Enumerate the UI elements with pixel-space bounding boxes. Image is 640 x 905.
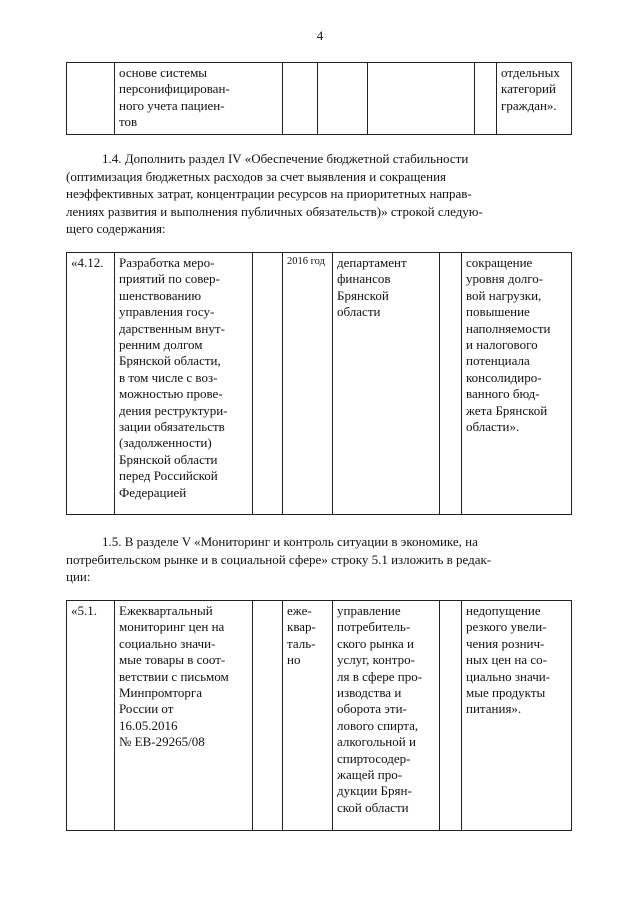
cell-result: недопущение резкого увели- чения рознич- ных цен на со- циально значи- мые продукты питания». bbox=[462, 601, 572, 831]
cell-term: 2016 год bbox=[283, 253, 333, 515]
cell-empty bbox=[440, 253, 462, 515]
paragraph-line: потребительском рынке и в социальной сфере» строку 5.1 изложить в редак- bbox=[66, 551, 492, 567]
paragraph-1-5 bbox=[66, 533, 571, 586]
cell-measure: основе системы персонифицирован- ного учета пациен- тов bbox=[115, 63, 283, 135]
cell-empty bbox=[475, 63, 497, 135]
cell-number bbox=[67, 63, 115, 135]
paragraph-line: (оптимизация бюджетных расходов за счет выявления и сокращения bbox=[66, 168, 447, 184]
paragraph-line: 1.5. В разделе V «Мониторинг и контроль ситуации в экономике, на bbox=[102, 534, 478, 549]
cell-empty bbox=[253, 253, 283, 515]
paragraph-line: 1.4. Дополнить раздел IV «Обеспечение бюджетной стабильности bbox=[102, 151, 469, 166]
table-row bbox=[67, 63, 572, 135]
cell-empty bbox=[253, 601, 283, 831]
cell-measure: Ежеквартальный мониторинг цен на социально значи- мые товары в соот- ветствии с письмом Минпромторга России от 16.05.2016 № ЕВ-29265/08 bbox=[115, 601, 253, 831]
cell-empty bbox=[283, 63, 318, 135]
paragraph-line: лениях развития и выполнения публичных обязательств)» строкой следую- bbox=[66, 203, 483, 219]
paragraph-1-4 bbox=[66, 150, 571, 238]
cell-number: «4.12. bbox=[67, 253, 115, 515]
table-row-4-12 bbox=[66, 252, 572, 515]
paragraph-line: ции: bbox=[66, 569, 91, 585]
table-row-5-1 bbox=[66, 600, 572, 831]
cell-empty bbox=[440, 601, 462, 831]
paragraph-line: щего содержания: bbox=[66, 221, 166, 237]
cell-measure: Разработка меро- приятий по совер- шенствованию управления госу- дарственным внут- ренним долгом Брянской области, в том числе с воз- можностью прове- дения реструктури- зации обязательств (задолженности) Брянской области перед Российской Федерацией bbox=[115, 253, 253, 515]
cell-executor: управление потребитель- ского рынка и услуг, контро- ля в сфере про- изводства и оборота эти- лового спирта, алкогольной и спиртосодер- жащей про- дукции Брян- ской области bbox=[333, 601, 440, 831]
table-row bbox=[67, 601, 572, 831]
paragraph-line: неэффективных затрат, концентрации ресурсов на приоритетных направ- bbox=[66, 186, 472, 202]
table-row bbox=[67, 253, 572, 515]
cell-term: еже- квар- таль- но bbox=[283, 601, 333, 831]
cell-executor bbox=[368, 63, 475, 135]
cell-number: «5.1. bbox=[67, 601, 115, 831]
cell-result: отдельных категорий граждан». bbox=[497, 63, 572, 135]
page-number: 4 bbox=[316, 28, 324, 43]
table-continuation bbox=[66, 62, 572, 135]
cell-term bbox=[318, 63, 368, 135]
cell-result: сокращение уровня долго- вой нагрузки, повышение наполняемости и налогового потенциала консолидиро- ванного бюд- жета Брянской области». bbox=[462, 253, 572, 515]
cell-executor: департамент финансов Брянской области bbox=[333, 253, 440, 515]
